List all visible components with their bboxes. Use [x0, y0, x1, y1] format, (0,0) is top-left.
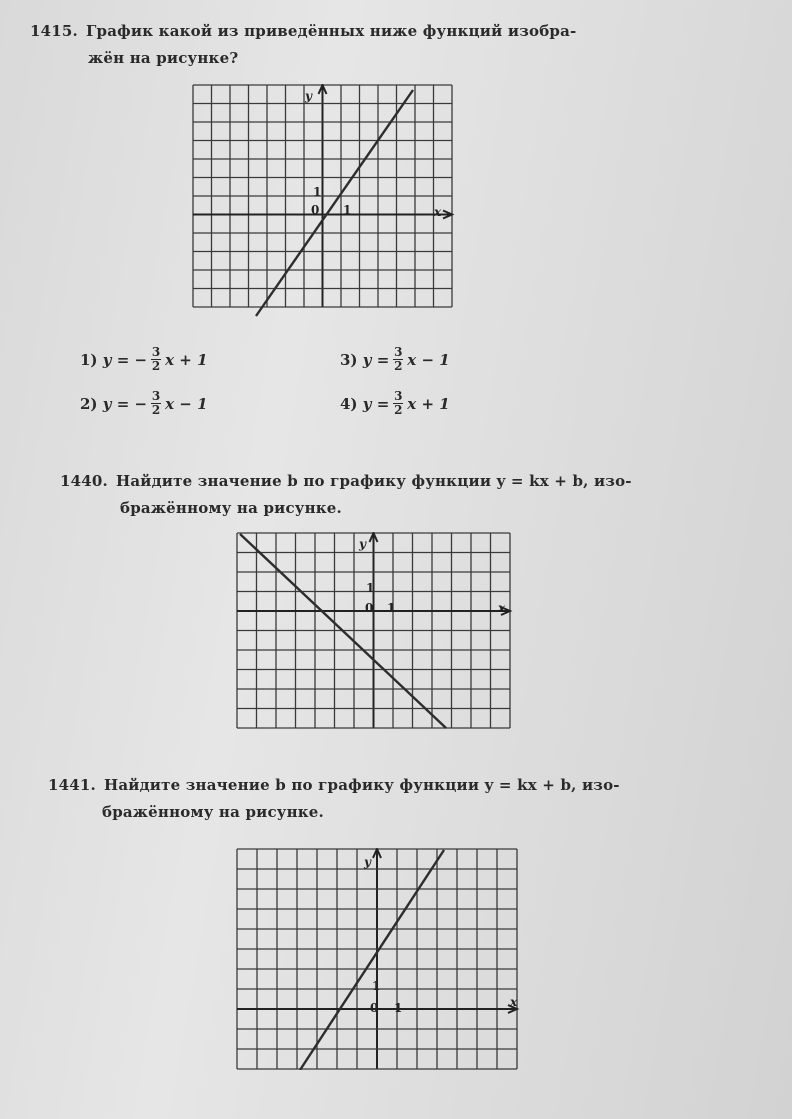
fraction: $\frac{3}{2}$	[151, 345, 161, 373]
graph-1440	[236, 532, 516, 732]
task-text-line2: бражённому на рисунке.	[102, 803, 324, 821]
task-text-line2: бражённому на рисунке.	[120, 499, 342, 517]
y-axis-label: y	[305, 89, 312, 103]
task-1441-heading	[48, 772, 708, 826]
option-3: 3) y = $\frac{3}{2}$ x − 1	[340, 345, 450, 373]
task-1415-heading	[30, 18, 630, 72]
y-axis-label: y	[364, 855, 371, 869]
function-line	[300, 850, 444, 1070]
unit-y-label: 1	[366, 581, 375, 595]
task-number: 1415.	[30, 22, 78, 40]
graph-1441	[236, 848, 526, 1070]
task-text-line1: Найдите значение b по графику функции y = kx + b, изо-	[115, 472, 632, 490]
option-4: 4) y = $\frac{3}{2}$ x + 1	[340, 389, 450, 417]
task-number: 1441.	[48, 776, 96, 794]
function-line	[256, 90, 413, 316]
unit-y-label: 1	[372, 979, 381, 993]
graph-1415	[192, 84, 462, 324]
y-axis-label: y	[359, 537, 366, 551]
origin-label: 0	[370, 1001, 379, 1015]
origin-label: 0	[365, 601, 374, 615]
task-text-line2: жён на рисунке?	[88, 49, 239, 67]
fraction: $\frac{3}{2}$	[394, 345, 403, 373]
origin-label: 0	[311, 203, 320, 217]
task-text-line1: Найдите значение b по графику функции y = kx + b, изо-	[103, 776, 620, 794]
unit-x-label: 1	[387, 601, 396, 615]
unit-x-label: 1	[394, 1001, 403, 1015]
option-1: 1) y = − $\frac{3}{2}$ x + 1	[80, 345, 208, 373]
option-2: 2) y = − $\frac{3}{2}$ x − 1	[80, 389, 208, 417]
x-axis-label: x	[498, 601, 506, 615]
unit-x-label: 1	[343, 203, 352, 217]
task-text-line1: График какой из приведённых ниже функций изобра-	[85, 22, 577, 40]
task-1440-heading	[60, 468, 700, 522]
unit-y-label: 1	[313, 185, 322, 199]
x-axis-label: x	[510, 995, 518, 1009]
fraction: $\frac{3}{2}$	[394, 389, 403, 417]
x-axis-label: x	[434, 205, 442, 219]
task-number: 1440.	[60, 472, 108, 490]
fraction: $\frac{3}{2}$	[151, 389, 161, 417]
